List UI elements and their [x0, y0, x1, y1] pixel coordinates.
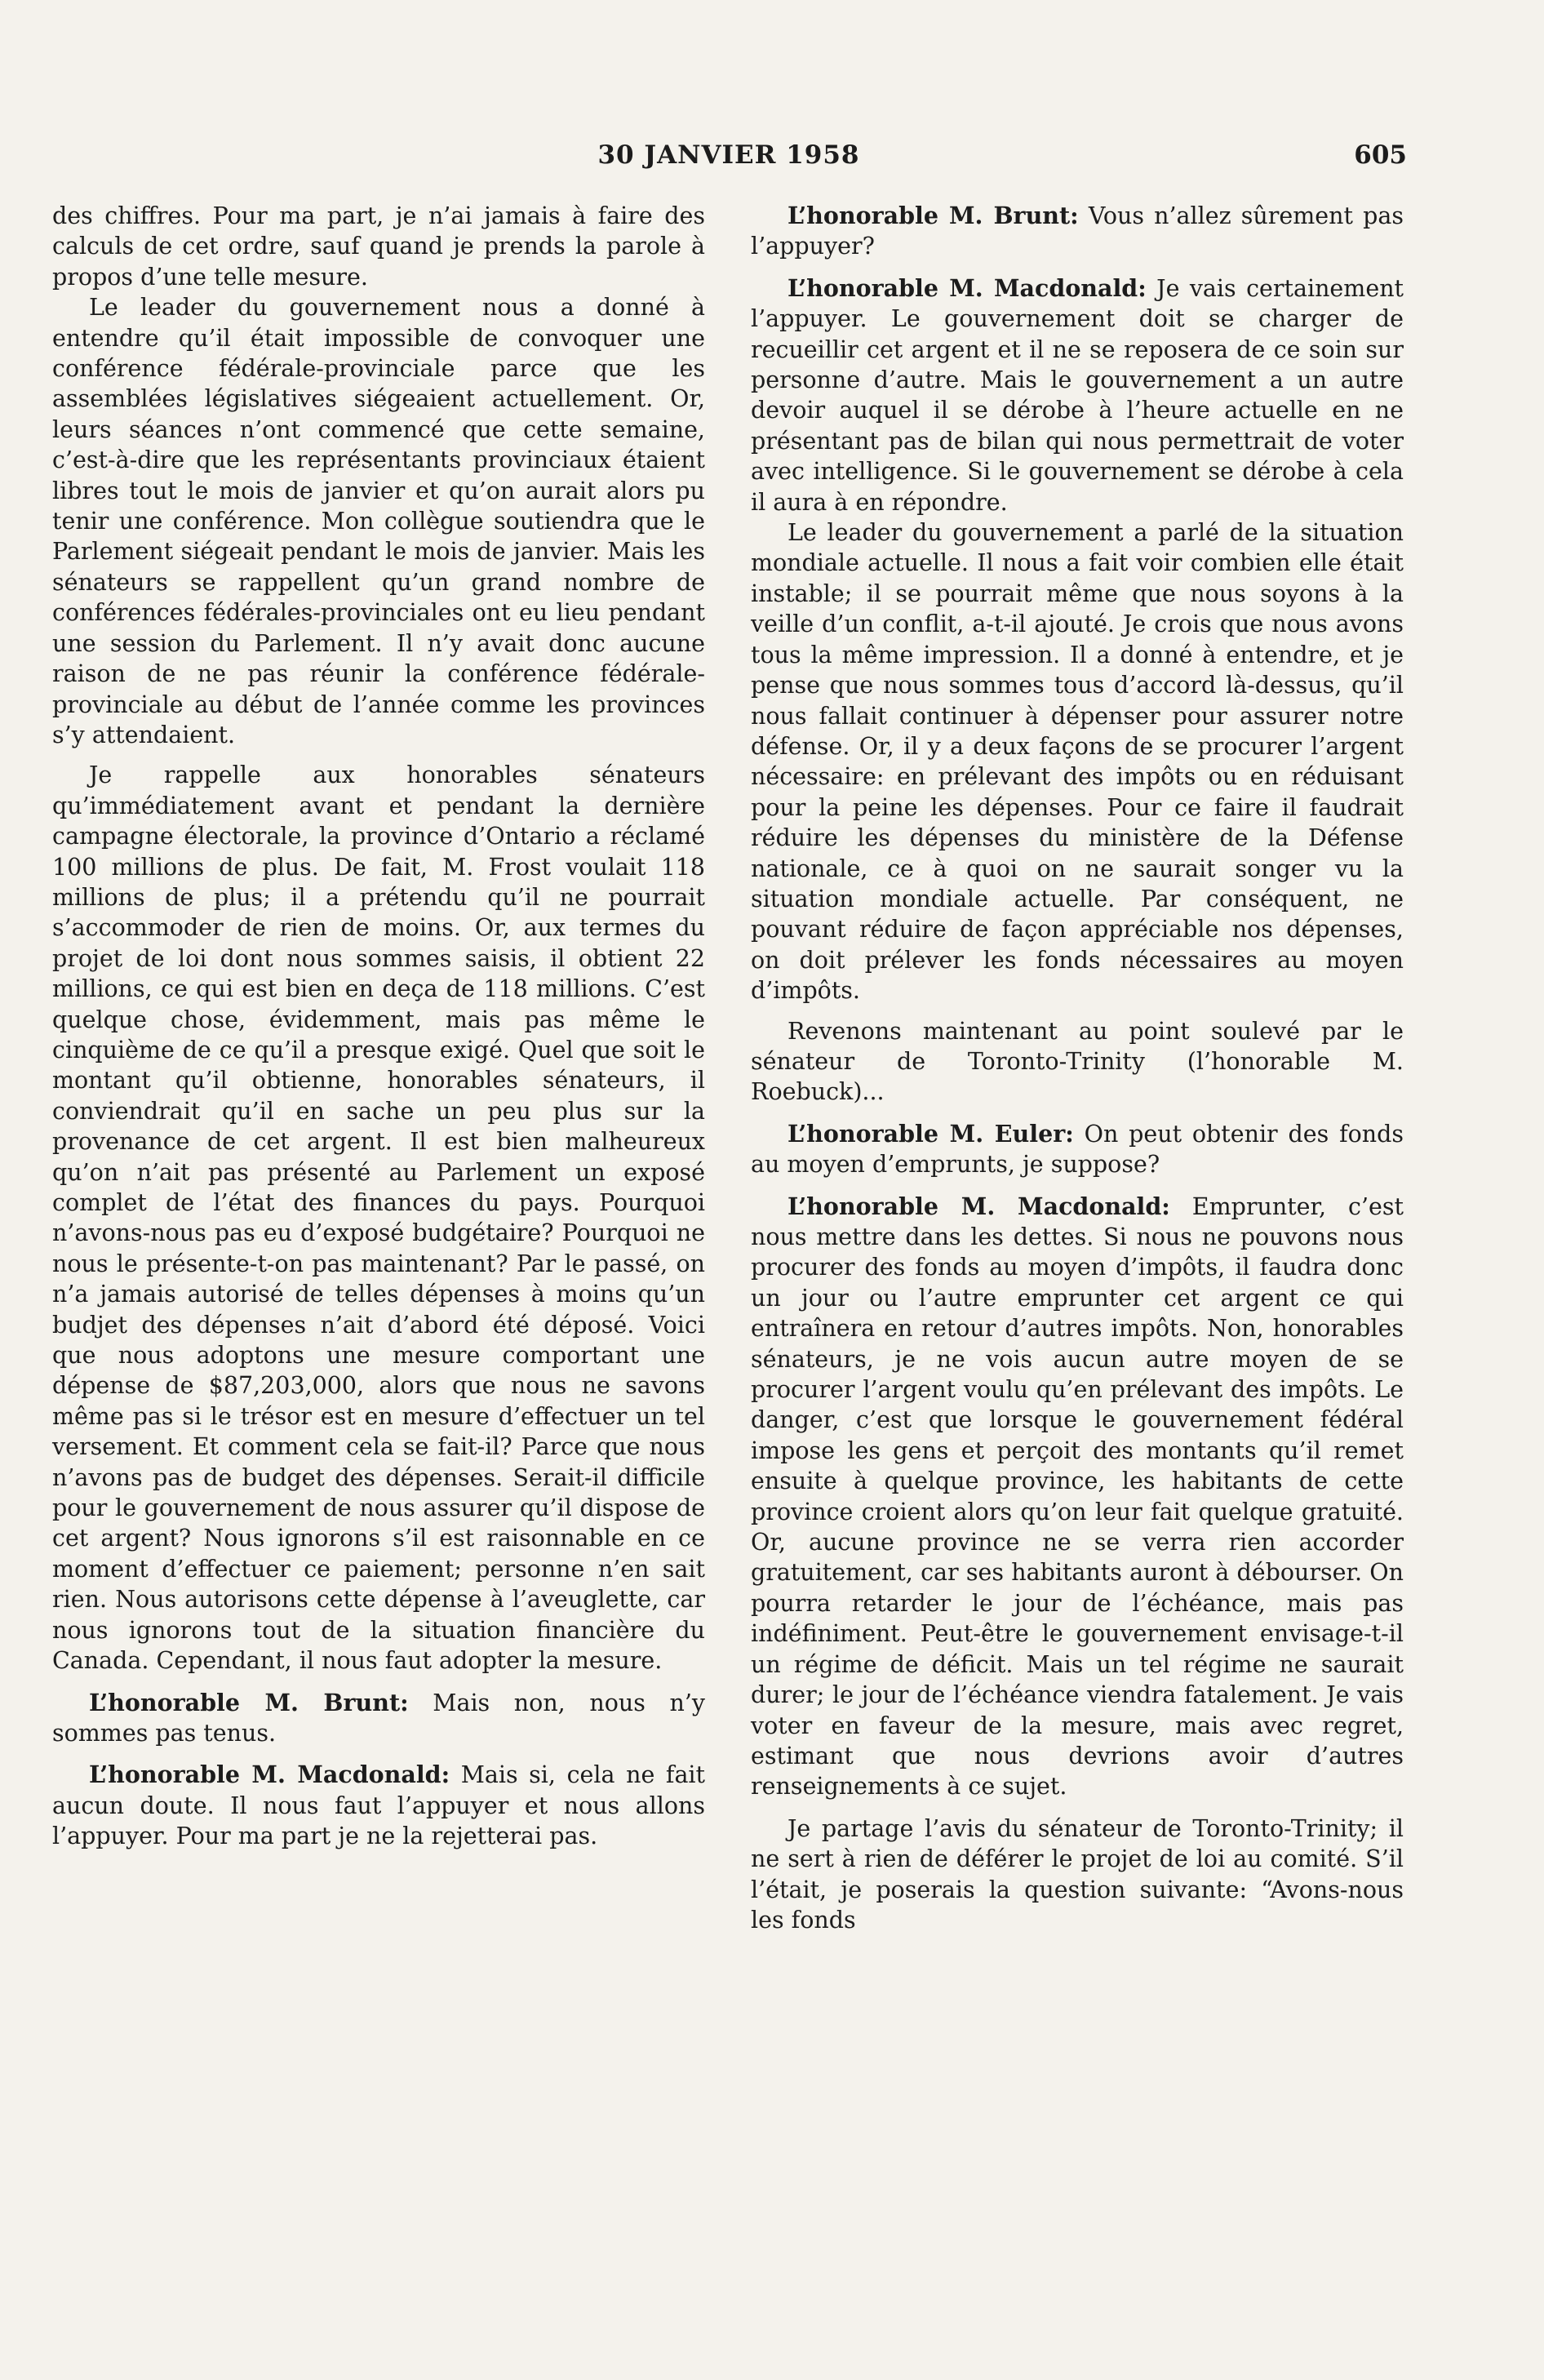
- paragraph-text: Je partage l’avis du sénateur de Toronto-Trinity; il ne sert à rien de déférer le projet de loi au comité. S’il l’était, je poserais la question suivante: “Avons-nous les fonds: [751, 1814, 1404, 1934]
- speech-text: Je vais certainement l’appuyer. Le gouvernement doit se charger de recueillir cet argent et il ne se reposera de ce soin sur personne d’autre. Mais le gouvernement a un autre devoir auquel il se dérobe à l’heure actuelle en ne présentant pas de bilan qui nous permettrait de voter avec intelligence. Si le gouvernement se dérobe à cela il aura à en répondre.: [751, 274, 1404, 516]
- speech-paragraph: [751, 273, 1404, 517]
- paragraph-text: Je rappelle aux honorables sénateurs qu’immédiatement avant et pendant la dernière campagne électorale, la province d’Ontario a réclamé 100 millions de plus. De fait, M. Frost voulait 118 millions de plus; il a prétendu qu’il ne pourrait s’accommoder de rien de moins. Or, aux termes du projet de loi dont nous sommes saisis, il obtient 22 millions, ce qui est bien en deça de 118 millions. C’est quelque chose, évidemment, mais pas même le cinquième de ce qu’il a presque exigé. Quel que soit le montant qu’il obtienne, honorables sénateurs, il conviendrait qu’il en sache un peu plus sur la provenance de cet argent. Il est bien malheureux qu’on n’ait pas présenté au Parlement un exposé complet de l’état des finances du pays. Pourquoi n’avons-nous pas eu d’exposé budgétaire? Pourquoi ne nous le présente-t-on pas maintenant? Par le passé, on n’a jamais autorisé de telles dépenses à moins qu’un budjet des dépenses n’ait d’abord été déposé. Voici que nous adoptons une mesure comportant une dépense de $87,203,000, alors que nous ne savons même pas si le trésor est en mesure d’effectuer un tel versement. Et comment cela se fait-il? Parce que nous n’avons pas de budget des dépenses. Serait-il difficile pour le gouvernement de nous assurer qu’il dispose de cet argent? Nous ignorons s’il est raisonnable en ce moment d’effectuer ce paiement; personne n’en sait rien. Nous autorisons cette dépense à l’aveuglette, car nous ignorons tout de la situation financière du Canada. Cependant, il nous faut adopter la mesure.: [52, 762, 705, 1675]
- paragraph: [751, 517, 1404, 1006]
- speaker-name: L’honorable M. Brunt:: [89, 1688, 409, 1716]
- right-column: [751, 201, 1404, 1935]
- page-header: [51, 140, 1407, 181]
- paragraph-text: Le leader du gouvernement a parlé de la situation mondiale actuelle. Il nous a fait voir combien elle était instable; il se pourrait même que nous soyons à la veille d’un conflit, a-t-il ajouté. Je crois que nous avons tous la même impression. Il a donné à entendre, et je pense que nous sommes tous d’accord là-dessus, qu’il nous fallait continuer à dépenser pour assurer notre défense. Or, il y a deux façons de se procurer l’argent nécessaire: en prélevant des impôts ou en réduisant pour la peine les dépenses. Pour ce faire il faudrait réduire les dépenses du ministère de la Défense nationale, ce à quoi on ne saurait songer vu la situation mondiale actuelle. Par conséquent, ne pouvant réduire de façon appréciable nos dépenses, on doit prélever les fonds nécessaires au moyen d’impôts.: [751, 519, 1404, 1005]
- paragraph: [52, 201, 705, 292]
- speaker-name: L’honorable M. Macdonald:: [788, 1192, 1170, 1220]
- speech-text: Mais si, cela ne fait aucun doute. Il nous faut l’appuyer et nous allons l’appuyer. Pour ma part je ne la rejetterai pas.: [52, 1761, 706, 1850]
- speech-text: Emprunter, c’est nous mettre dans les dettes. Si nous ne pouvons nous procurer des fonds au moyen d’impôts, il faudra donc un jour ou l’autre emprunter cet argent ce qui entraînera en retour d’autres impôts. Non, honorables sénateurs, je ne vois aucun autre moyen de se procurer l’argent voulu qu’en prélevant des impôts. Le danger, c’est que lorsque le gouvernement fédéral impose les gens et perçoit des montants qu’il remet ensuite à quelque province, les habitants de cette province croient alors qu’on leur fait quelque gratuité. Or, aucune province ne se verra rien accorder gratuitement, car ses habitants auront à débourser. On pourra retarder le jour de l’échéance, mais pas indéfiniment. Peut-être le gouvernement envisage-t-il un régime de déficit. Mais un tel régime ne saurait durer; le jour de l’échéance viendra fatalement. Je vais voter en faveur de la mesure, mais avec regret, estimant que nous devrions avoir d’autres renseignements à ce sujet.: [751, 1192, 1404, 1801]
- speaker-name: L’honorable M. Macdonald:: [89, 1761, 450, 1789]
- speech-paragraph: [52, 1688, 705, 1749]
- speaker-name: L’honorable M. Euler:: [788, 1119, 1074, 1148]
- speech-paragraph: [751, 1192, 1404, 1802]
- page-date-title: 30 JANVIER 1958: [597, 140, 860, 170]
- speaker-name: L’honorable M. Macdonald:: [788, 273, 1147, 302]
- paragraph-text: des chiffres. Pour ma part, je n’ai jamais à faire des calculs de cet ordre, sauf quand je prends la parole à propos d’une telle mesure.: [52, 202, 705, 291]
- speech-text: On peut obtenir des fonds au moyen d’emprunts, je suppose?: [751, 1120, 1404, 1179]
- paragraph: [52, 292, 705, 750]
- speech-text: Mais non, nous n’y sommes pas tenus.: [52, 1689, 705, 1747]
- paragraph: [52, 760, 705, 1676]
- paragraph: [751, 1814, 1404, 1936]
- speech-paragraph: [751, 201, 1404, 262]
- speech-paragraph: [751, 1119, 1404, 1180]
- paragraph: [751, 1016, 1404, 1108]
- paragraph-text: Le leader du gouvernement nous a donné à entendre qu’il était impossible de convoquer une conférence fédérale-provinciale parce que les assemblées législatives siégeaient actuellement. Or, leurs séances n’ont commencé que cette semaine, c’est-à-dire que les représentants provinciaux étaient libres tout le mois de janvier et qu’on aurait alors pu tenir une conférence. Mon collègue soutiendra que le Parlement siégeait pendant le mois de janvier. Mais les sénateurs se rappellent qu’un grand nombre de conférences fédérales-provinciales ont eu lieu pendant une session du Parlement. Il n’y avait donc aucune raison de ne pas réunir la conférence fédérale-provinciale au début de l’année comme les provinces s’y attendaient.: [52, 294, 705, 748]
- speech-paragraph: [52, 1760, 705, 1851]
- paragraph-text: Revenons maintenant au point soulevé par le sénateur de Toronto-Trinity (l’honorable M. Roebuck)...: [751, 1017, 1404, 1106]
- page-number: 605: [1354, 140, 1407, 170]
- speech-text: Vous n’allez sûrement pas l’appuyer?: [751, 202, 1404, 260]
- left-column: [52, 201, 705, 1852]
- speaker-name: L’honorable M. Brunt:: [788, 202, 1079, 229]
